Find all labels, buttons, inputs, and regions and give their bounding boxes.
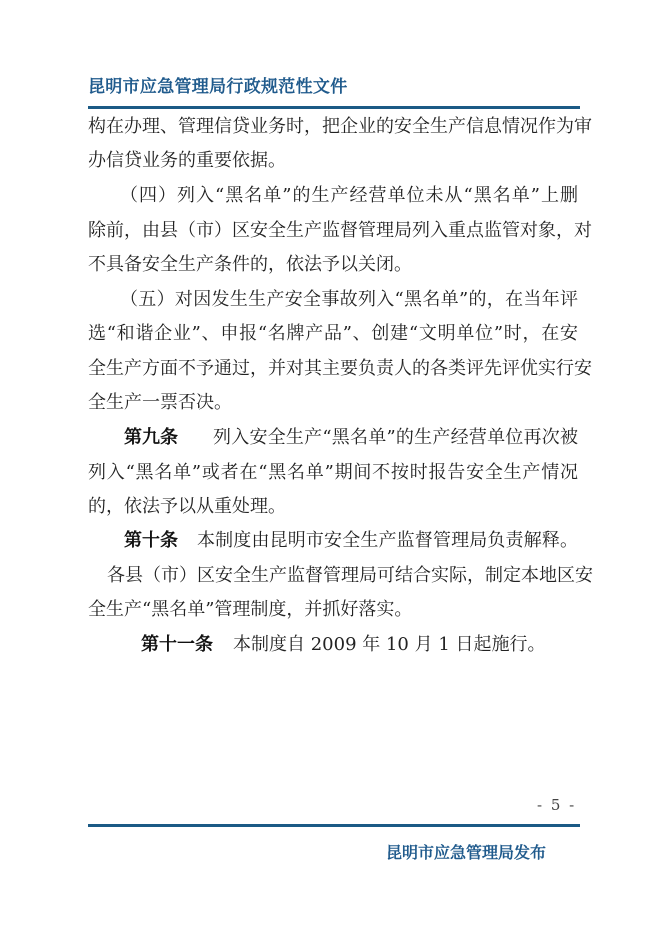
paragraph-four-line: （四）列入“黑名单”的生产经营单位未从“黑名单”上删 <box>120 185 578 206</box>
article-ten-heading: 第十条 <box>124 530 178 551</box>
paragraph-four-line: 除前，由县（市）区安全生产监督管理局列入重点监管对象，对 <box>88 220 592 241</box>
document-header-title: 昆明市应急管理局行政规范性文件 <box>88 77 348 97</box>
article-ten-line: 全生产“黑名单”管理制度，并抓好落实。 <box>88 599 413 620</box>
article-nine-line: 的，依法予以从重处理。 <box>88 496 286 517</box>
paragraph-five-line: 全生产一票否决。 <box>88 392 232 413</box>
article-nine-line: 列入“黑名单”或者在“黑名单”期间不按时报告安全生产情况 <box>88 462 578 483</box>
article-ten-line: 各县（市）区安全生产监督管理局可结合实际，制定本地区安 <box>107 565 593 586</box>
article-nine-line: 列入安全生产“黑名单”的生产经营单位再次被 <box>213 427 578 448</box>
body-line: 构在办理、管理信贷业务时，把企业的安全生产信息情况作为审 <box>88 116 592 137</box>
paragraph-five-line: 选“和谐企业”、申报“名牌产品”、创建“文明单位”时，在安 <box>88 323 578 344</box>
paragraph-five-line: （五）对因发生生产安全事故列入“黑名单”的，在当年评 <box>120 289 578 310</box>
article-eleven-heading: 第十一条 <box>141 634 213 655</box>
body-line: 办信贷业务的重要依据。 <box>88 150 286 171</box>
footer-divider <box>88 824 580 827</box>
paragraph-four-line: 不具备安全生产条件的，依法予以关闭。 <box>88 254 412 275</box>
header-divider <box>88 106 580 109</box>
paragraph-five-line: 全生产方面不予通过，并对其主要负责人的各类评先评优实行安 <box>88 358 592 379</box>
article-nine-heading: 第九条 <box>124 427 178 448</box>
page-number: - 5 - <box>537 796 577 814</box>
publisher-label: 昆明市应急管理局发布 <box>386 843 547 862</box>
article-ten-line: 本制度由昆明市安全生产监督管理局负责解释。 <box>197 530 578 551</box>
article-eleven-line: 本制度自 2009 年 10 月 1 日起施行。 <box>233 634 546 655</box>
